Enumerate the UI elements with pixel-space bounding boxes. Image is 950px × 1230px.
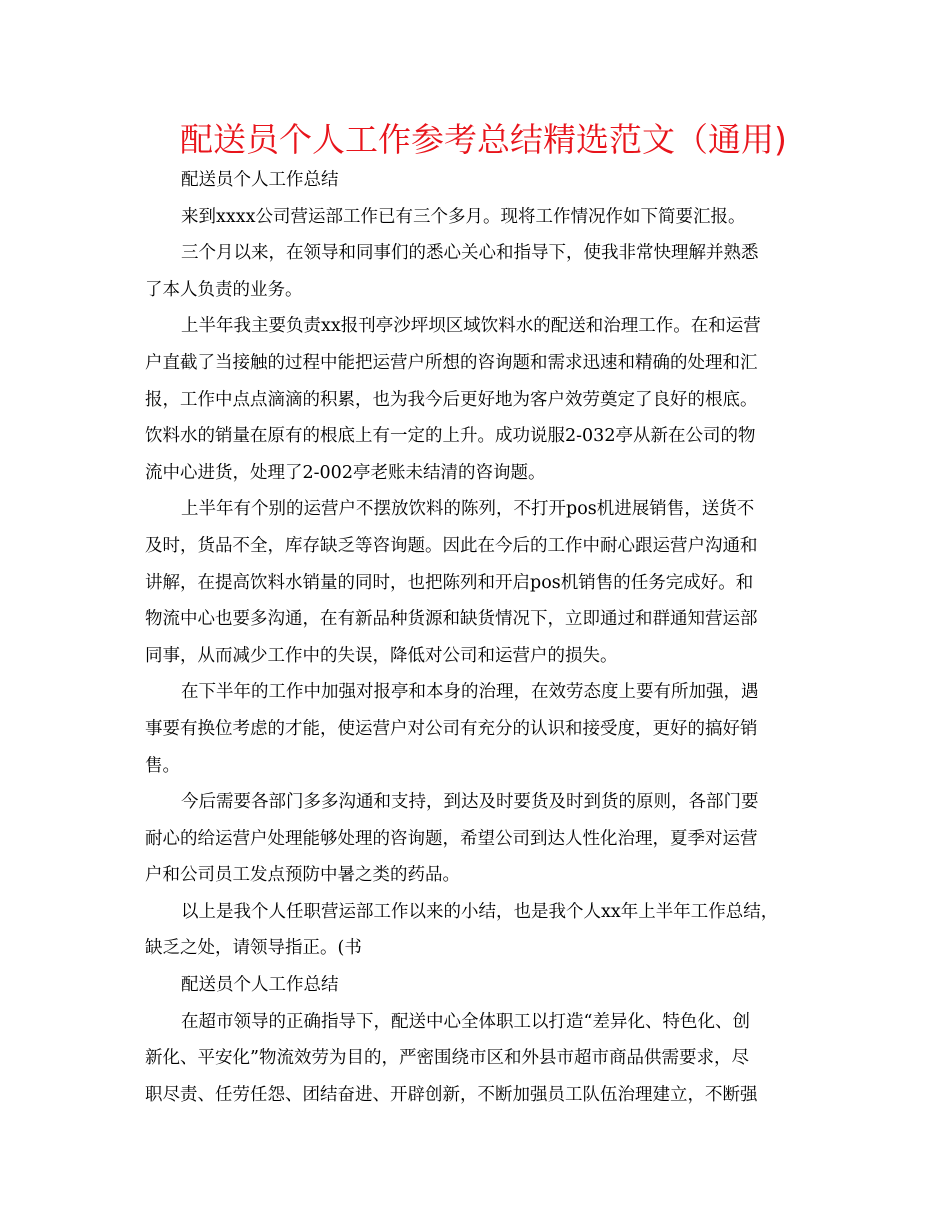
text-line: 配送员个人工作总结 (181, 170, 339, 190)
text-line: 耐心的给运营户处理能够处理的咨询题，希望公司到达人性化治理，夏季对运营 (145, 828, 758, 849)
text-line: 新化、平安化”物流效劳为目的，严密围绕市区和外县市超市商品供需要求，尽 (145, 1048, 749, 1069)
text-line: 了本人负责的业务。 (145, 279, 303, 300)
text-line: 讲解，在提高饮料水销量的同时，也把陈列和开启pos机销售的任务完成好。和 (145, 572, 754, 593)
text-line: 户直截了当接触的过程中能把运营户所想的咨询题和需求迅速和精确的处理和汇 (145, 352, 758, 373)
text-line: 缺乏之处，请领导指正。(书 (145, 938, 362, 959)
text-line: 报，工作中点点滴滴的积累，也为我今后更好地为客户效劳奠定了良好的根底。 (145, 389, 758, 410)
text-line: 上半年我主要负责xx报刊亭沙坪坝区域饮料水的配送和治理工作。在和运营 (181, 316, 761, 337)
text-line: 配送员个人工作总结 (181, 975, 339, 996)
text-line: 来到xxxx公司营运部工作已有三个多月。现将工作情况作如下简要汇报。 (181, 206, 746, 227)
text-line: 物流中心也要多沟通，在有新品种货源和缺货情况下，立即通过和群通知营运部 (145, 609, 758, 630)
document-title: 配送员个人工作参考总结精选范文（通用) (180, 120, 787, 159)
text-line: 同事，从而减少工作中的失误，降低对公司和运营户的损失。 (145, 645, 618, 666)
text-line: 事要有换位考虑的才能，使运营户对公司有充分的认识和接受度，更好的搞好销 (145, 718, 758, 739)
text-line: 户和公司员工发点预防中暑之类的药品。 (145, 865, 460, 886)
text-line: 流中心进货，处理了2-002亭老账未结清的咨询题。 (145, 462, 546, 483)
text-line: 职尽责、任劳任怨、团结奋进、开辟创新，不断加强员工队伍治理建立，不断强 (145, 1084, 758, 1105)
text-line: 及时，货品不全，库存缺乏等咨询题。因此在今后的工作中耐心跟运营户沟通和 (145, 535, 758, 556)
document-body (145, 162, 813, 1113)
text-line: 饮料水的销量在原有的根底上有一定的上升。成功说服2-032亭从新在公司的物 (145, 426, 756, 447)
text-line: 售。 (145, 755, 180, 776)
text-line: 今后需要各部门多多沟通和支持，到达及时要货及时到货的原则，各部门要 (181, 792, 759, 813)
text-line: 上半年有个别的运营户不摆放饮料的陈列，不打开pos机进展销售，送货不 (181, 499, 755, 520)
text-line: 三个月以来，在领导和同事们的悉心关心和指导下，使我非常快理解并熟悉 (181, 243, 759, 264)
text-line: 在超市领导的正确指导下，配送中心全体职工以打造“差异化、特色化、创 (181, 1011, 750, 1032)
text-line: 以上是我个人任职营运部工作以来的小结，也是我个人xx年上半年工作总结， (181, 901, 779, 922)
text-line: 在下半年的工作中加强对报亭和本身的治理，在效劳态度上要有所加强，遇 (181, 682, 759, 703)
